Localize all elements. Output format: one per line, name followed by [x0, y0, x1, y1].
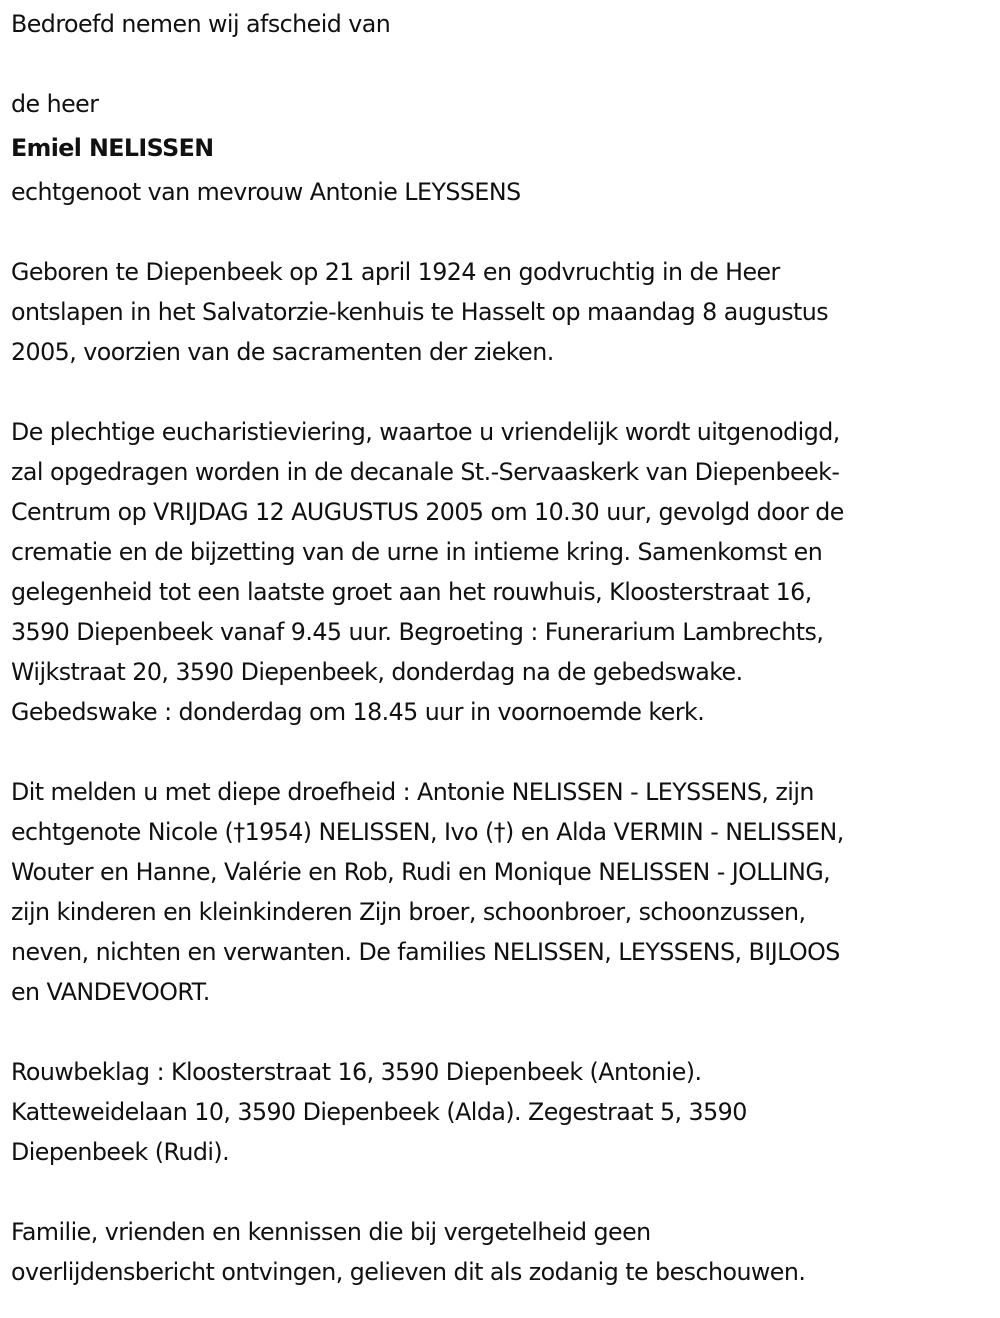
text-line: Katteweidelaan 10, 3590 Diepenbeek (Alda). Zegestraat 5, 3590: [11, 1098, 747, 1126]
text-line: neven, nichten en verwanten. De families NELISSEN, LEYSSENS, BIJLOOS: [11, 938, 840, 966]
text-line: Gebedswake : donderdag om 18.45 uur in voornoemde kerk.: [11, 698, 705, 726]
deceased-name: Emiel NELISSEN: [11, 134, 214, 162]
text-line: ontslapen in het Salvatorzie-kenhuis te Hasselt op maandag 8 augustus: [11, 298, 829, 326]
text-line: overlijdensbericht ontvingen, gelieven dit als zodanig te beschouwen.: [11, 1258, 806, 1286]
text-line: De plechtige eucharistieviering, waartoe u vriendelijk wordt uitgenodigd,: [11, 418, 840, 446]
spacer: [11, 44, 1000, 84]
paragraph-ceremony: [11, 412, 1000, 732]
text-line: Wijkstraat 20, 3590 Diepenbeek, donderdag na de gebedswake.: [11, 658, 743, 686]
text-line: Rouwbeklag : Kloosterstraat 16, 3590 Diepenbeek (Antonie).: [11, 1058, 702, 1086]
spacer: [11, 732, 1000, 772]
text-line: zijn kinderen en kleinkinderen Zijn broer, schoonbroer, schoonzussen,: [11, 898, 806, 926]
intro-text: Bedroefd nemen wij afscheid van: [11, 10, 391, 38]
text-line: 2005, voorzien van de sacramenten der zieken.: [11, 338, 554, 366]
text-line: 3590 Diepenbeek vanaf 9.45 uur. Begroeting : Funerarium Lambrechts,: [11, 618, 824, 646]
spacer: [11, 372, 1000, 412]
text-line: Familie, vrienden en kennissen die bij vergetelheid geen: [11, 1218, 651, 1246]
text-line: en VANDEVOORT.: [11, 978, 210, 1006]
paragraph-condolences: [11, 1052, 1000, 1172]
text-line: Wouter en Hanne, Valérie en Rob, Rudi en Monique NELISSEN - JOLLING,: [11, 858, 831, 886]
text-line: Centrum op VRIJDAG 12 AUGUSTUS 2005 om 10.30 uur, gevolgd door de: [11, 498, 844, 526]
text-line: Diepenbeek (Rudi).: [11, 1138, 230, 1166]
text-line: crematie en de bijzetting van de urne in intieme kring. Samenkomst en: [11, 538, 823, 566]
text-line: Geboren te Diepenbeek op 21 april 1924 en godvruchtig in de Heer: [11, 258, 780, 286]
text-line: gelegenheid tot een laatste groet aan het rouwhuis, Kloosterstraat 16,: [11, 578, 812, 606]
paragraph-closing: [11, 1212, 1000, 1292]
paragraph-family: [11, 772, 1000, 1012]
text-line: zal opgedragen worden in de decanale St.-Servaaskerk van Diepenbeek-: [11, 458, 840, 486]
spacer: [11, 1172, 1000, 1212]
title-prefix: de heer: [11, 90, 99, 118]
text-line: Dit melden u met diepe droefheid : Antonie NELISSEN - LEYSSENS, zijn: [11, 778, 814, 806]
spouse-line: echtgenoot van mevrouw Antonie LEYSSENS: [11, 178, 521, 206]
paragraph-birth-death: [11, 252, 1000, 372]
spacer: [11, 212, 1000, 252]
spacer: [11, 1012, 1000, 1052]
text-line: echtgenote Nicole (†1954) NELISSEN, Ivo (†) en Alda VERMIN - NELISSEN,: [11, 818, 844, 846]
